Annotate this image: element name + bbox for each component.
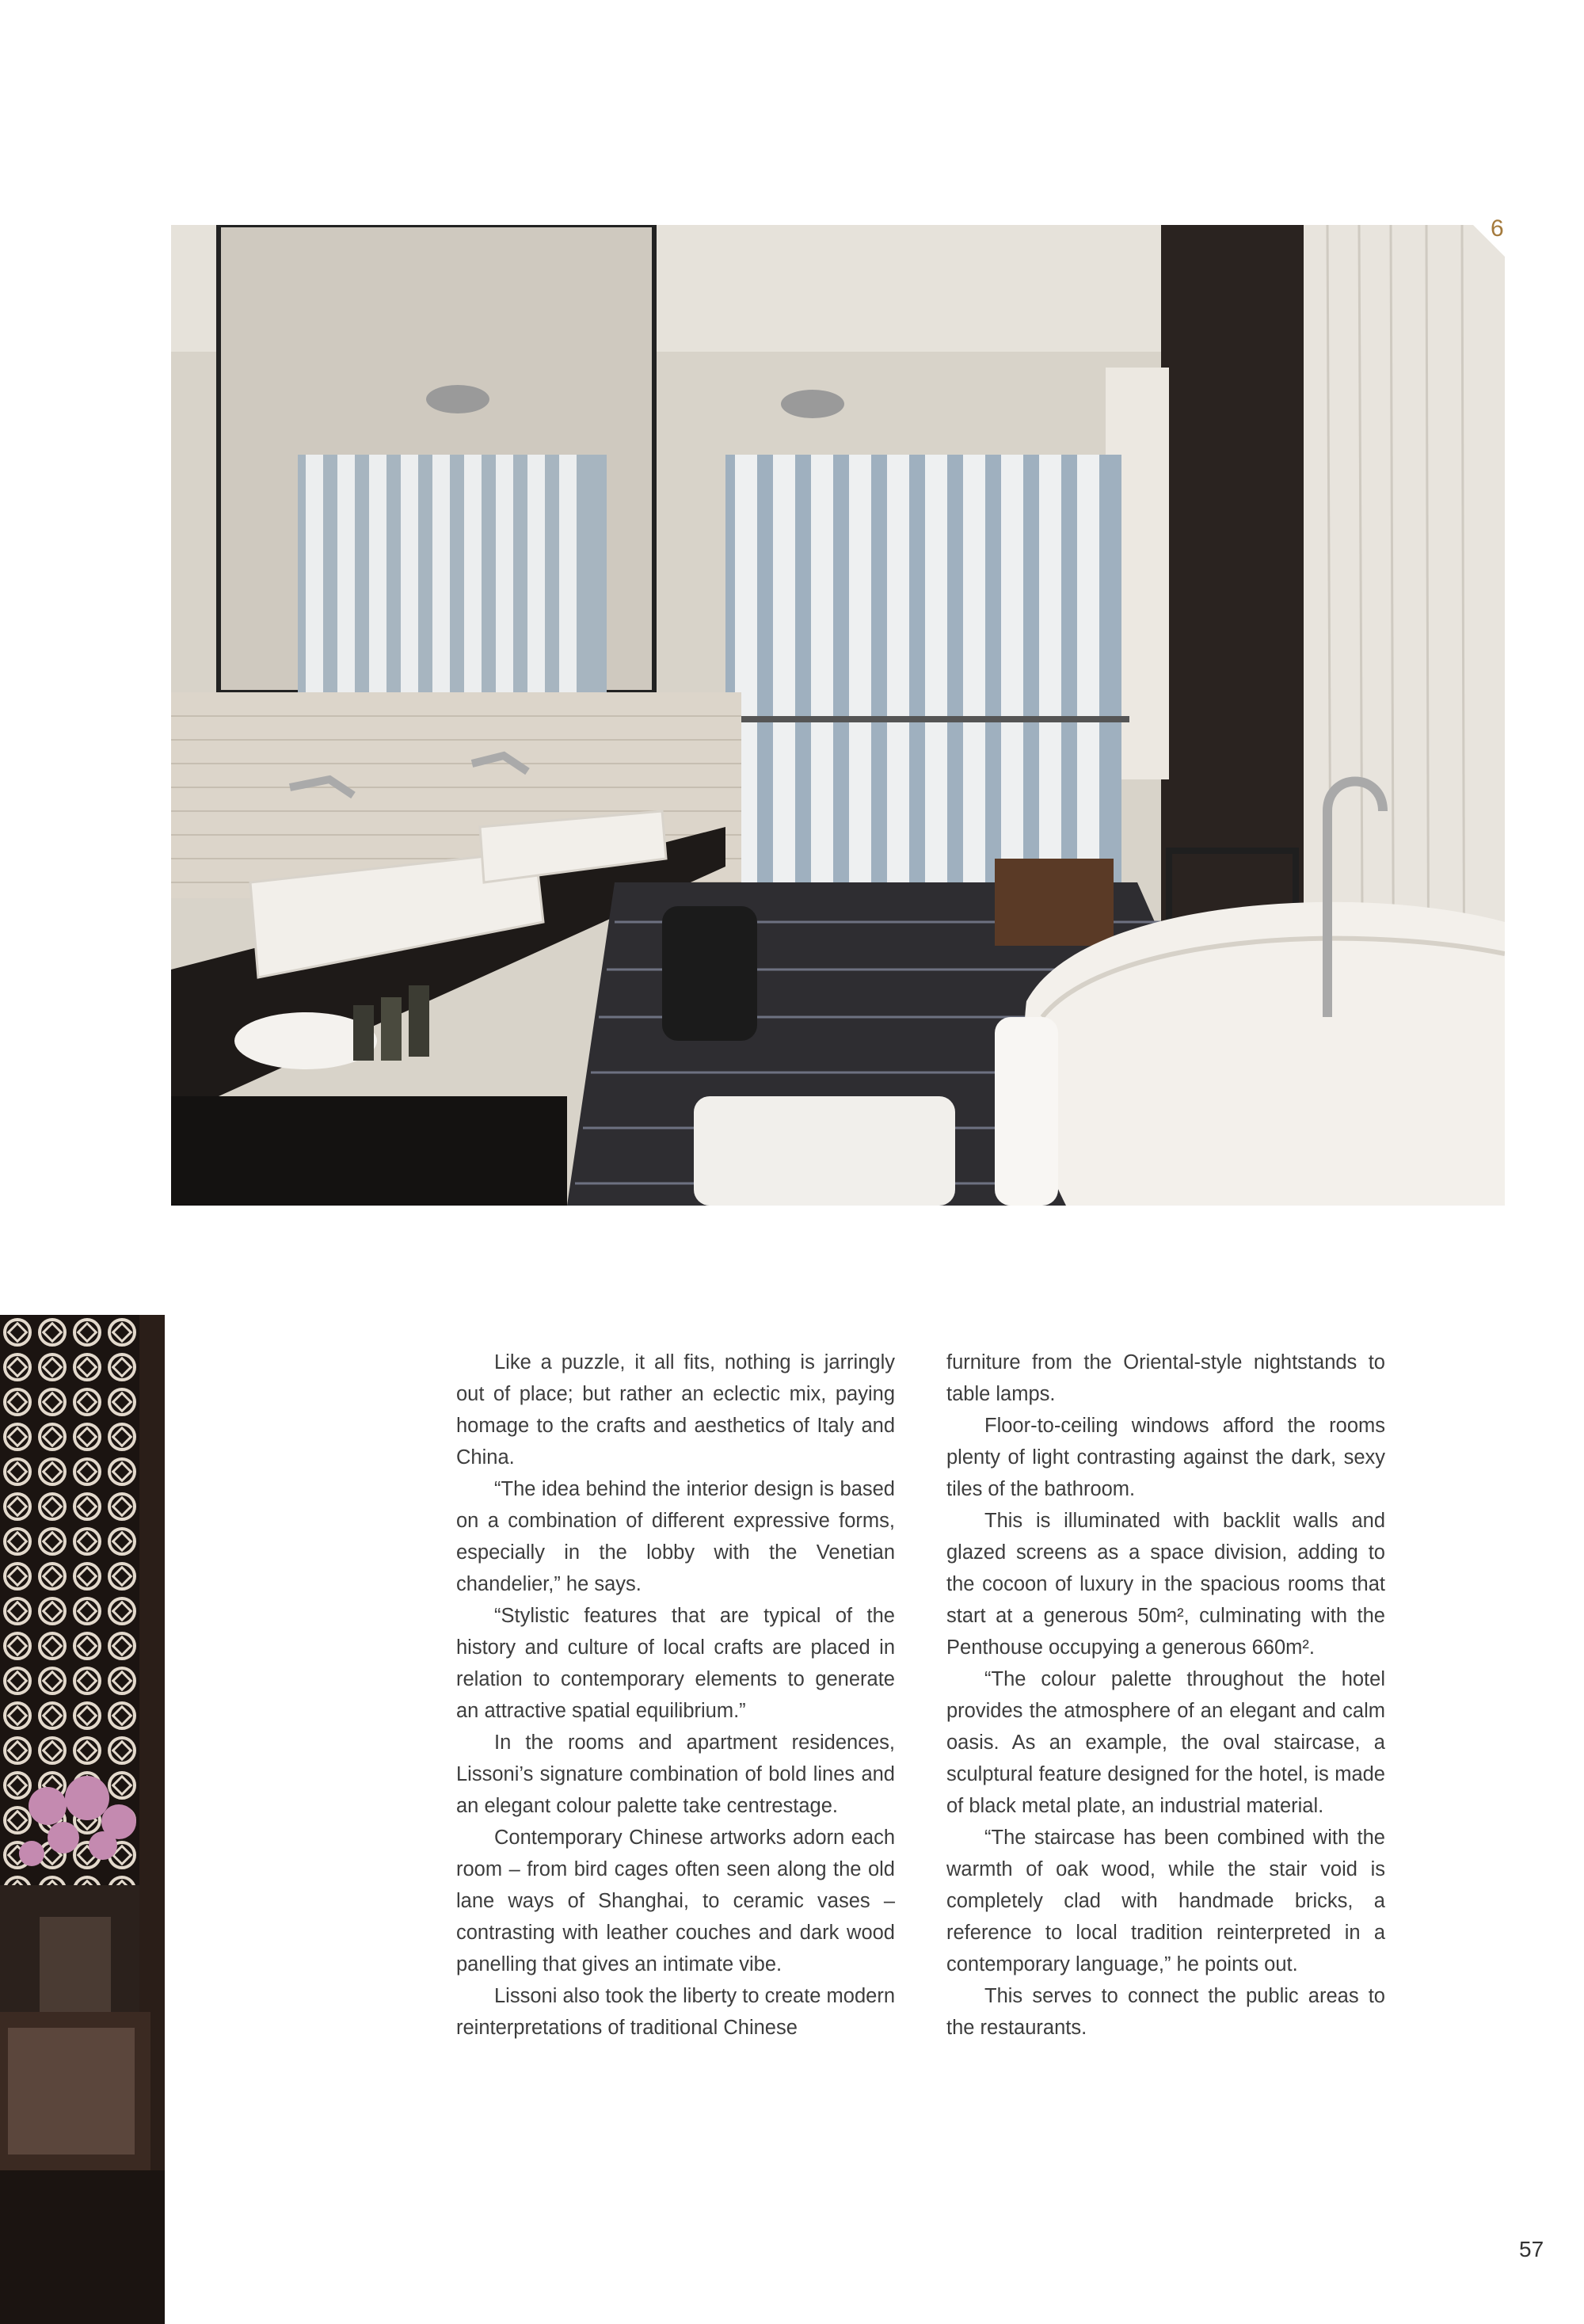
paragraph: Lissoni also took the liberty to create modern reinterpretations of traditional Chinese — [456, 1985, 896, 2039]
lattice-screen-photo — [0, 1315, 165, 2324]
paragraph: In the rooms and apartment residences, Lissoni’s signature combination of bold lines and an elegant colour palette take centrestage. — [456, 1732, 895, 1817]
bathroom-photo — [171, 225, 1505, 1206]
paragraph: “The colour palette throughout the hotel provides the atmosphere of an elegant and calm oasis. As an example, the oval staircase, a sculptural feature designed for the hotel, is made of black metal plate, an industrial material. — [946, 1668, 1385, 1817]
article-column-left — [456, 1347, 895, 2044]
paragraph: This is illuminated with backlit walls and glazed screens as a space division, adding to the cocoon of luxury in the spacious rooms that start at a generous 50m², culminating with the Penthouse occupying a generous 660m². — [946, 1510, 1385, 1659]
figure-number: 6 — [1491, 215, 1504, 242]
paragraph: “The staircase has been combined with the warmth of oak wood, while the stair void is completely clad with handmade bricks, a reference to local tradition reinterpreted in a contemporary language,” he points out. — [946, 1827, 1385, 1975]
paragraph: Like a puzzle, it all fits, nothing is jarringly out of place; but rather an eclectic mix, paying homage to the crafts and aesthetics of Italy and China. — [456, 1351, 895, 1469]
article-column-right — [946, 1347, 1385, 2044]
paragraph: Floor-to-ceiling windows afford the rooms plenty of light contrasting against the dark, sexy tiles of the bathroom. — [946, 1415, 1385, 1500]
paragraph: “Stylistic features that are typical of the history and culture of local crafts are placed in relation to contemporary elements to generate an attractive spatial equilibrium.” — [456, 1605, 895, 1722]
paragraph: Contemporary Chinese artworks adorn each room – from bird cages often seen along the old lane ways of Shanghai, to ceramic vases – contrasting with leather couches and dark wood panelling that gives an intimate vibe. — [456, 1827, 895, 1975]
paragraph: furniture from the Oriental-style nightstands to table lamps. — [946, 1351, 1385, 1405]
paragraph: This serves to connect the public areas to the restaurants. — [946, 1985, 1385, 2039]
paragraph: “The idea behind the interior design is based on a combination of different expressive forms, especially in the lobby with the Venetian chandelier,” he says. — [456, 1478, 895, 1595]
page-number: 57 — [1519, 2237, 1544, 2261]
